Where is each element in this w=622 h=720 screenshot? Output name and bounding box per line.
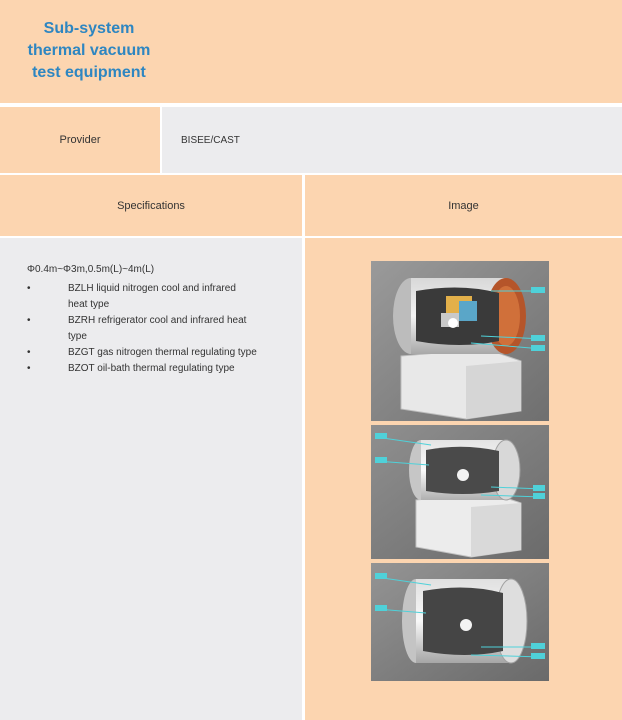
- specifications-panel: [0, 238, 302, 720]
- column-header-row: [0, 175, 622, 236]
- bullet: •: [27, 347, 31, 358]
- thermal-chamber-illustration-2: [371, 425, 549, 559]
- list-item: [27, 345, 257, 361]
- bullet: •: [27, 315, 31, 326]
- provider-label: Provider: [0, 107, 160, 173]
- header-banner: [0, 0, 622, 103]
- list-item: [27, 281, 257, 313]
- thermal-chamber-illustration-3: [371, 563, 549, 681]
- thermal-chamber-illustration-1: [371, 261, 549, 421]
- spec-list: [27, 281, 257, 377]
- bullet: •: [27, 363, 31, 374]
- page-title: Sub-system thermal vacuum test equipment: [27, 20, 151, 81]
- list-item: [27, 313, 257, 345]
- image-panel: [305, 238, 622, 720]
- provider-row: [0, 107, 622, 173]
- spec-item-text: BZOT oil-bath thermal regulating type: [68, 363, 235, 374]
- spec-item-text: BZRH refrigerator cool and infrared heat type: [68, 315, 247, 342]
- dimension-range: Φ0.4m~Φ3m,0.5m(L)~4m(L): [27, 264, 155, 275]
- list-item: [27, 361, 257, 377]
- bullet: •: [27, 283, 31, 294]
- spec-item-text: BZLH liquid nitrogen cool and infrared heat type: [68, 283, 236, 310]
- spec-item-text: BZGT gas nitrogen thermal regulating type: [68, 347, 257, 358]
- image-header: Image: [305, 175, 622, 236]
- provider-value: BISEE/CAST: [162, 107, 622, 173]
- specifications-header: Specifications: [0, 175, 302, 236]
